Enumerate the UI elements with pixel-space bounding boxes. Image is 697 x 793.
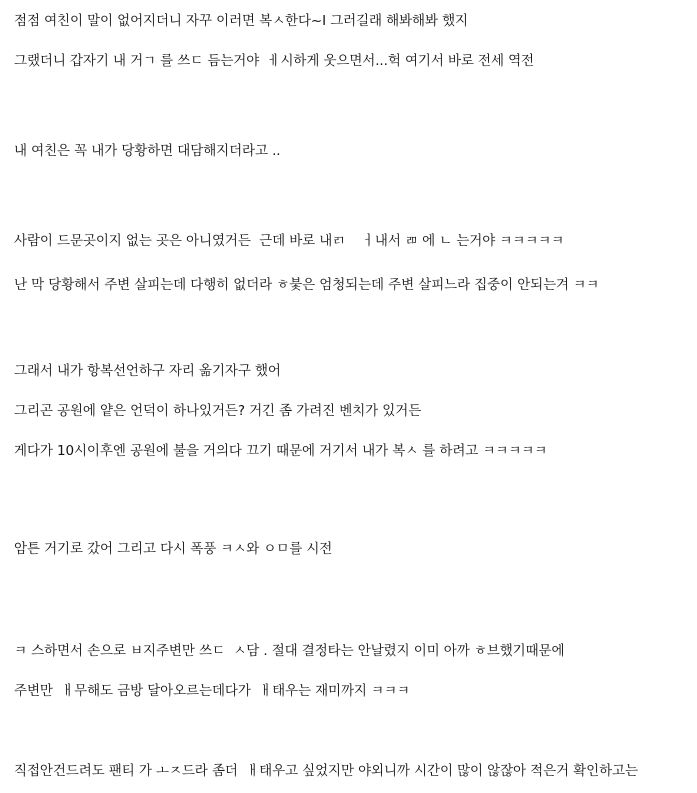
text-line: 암튼 거기로 갔어 그리고 다시 폭풍 ㅋㅅ와 ㅇㅁ를 시전 (14, 541, 333, 557)
text-line: 그랬더니 갑자기 내 거ㄱ 를 쓰ㄷ 듬는거야 ㅔ시하게 웃으면서...헉 여기서 바로 전세 역전 (14, 53, 534, 69)
text-line: ㅋ 스하면서 손으로 ㅂ지주변만 쓰ㄷ ㅅ담 . 절대 결정타는 안날렸지 이미 아까 ㅎ브했기때문에 (14, 643, 565, 659)
text-line: 직접안건드려도 팬티 가 ㅗㅈ드라 좀더 ㅐ태우고 싶었지만 야외니까 시간이 많이 않잖아 적은거 확인하고는 (14, 763, 638, 779)
text-line: 사람이 드문곳이지 없는 곳은 아니였거든 근데 바로 내ㄺ ㅓ내서 ㄻ 에 ㄴ 는거야 ㅋㅋㅋㅋㅋ (14, 233, 565, 249)
text-line: 점점 여친이 말이 없어지더니 자꾸 이러면 복ㅅ한다~I 그러길래 해봐해봐 했지 (14, 13, 468, 29)
text-line: 난 막 당황해서 주변 살피는데 다행히 없더라 ㅎ붗은 엄청되는데 주변 살피느라 집중이 안되는겨 ㅋㅋ (14, 277, 600, 293)
text-line: 내 여친은 꼭 내가 당황하면 대담해지더라고 .. (14, 143, 281, 159)
text-line: 그리곤 공원에 얕은 언덕이 하나있거든? 거긴 좀 가려진 벤치가 있거든 (14, 403, 422, 419)
text-line: 주변만 ㅐ무해도 금방 달아오르는데다가 ㅐ태우는 재미까지 ㅋㅋㅋ (14, 683, 410, 699)
text-line: 그래서 내가 항복선언하구 자리 옮기자구 했어 (14, 363, 281, 379)
text-line: 게다가 10시이후엔 공원에 불을 거의다 끄기 때문에 거기서 내가 복ㅅ 를 하려고 ㅋㅋㅋㅋㅋ (14, 443, 548, 459)
